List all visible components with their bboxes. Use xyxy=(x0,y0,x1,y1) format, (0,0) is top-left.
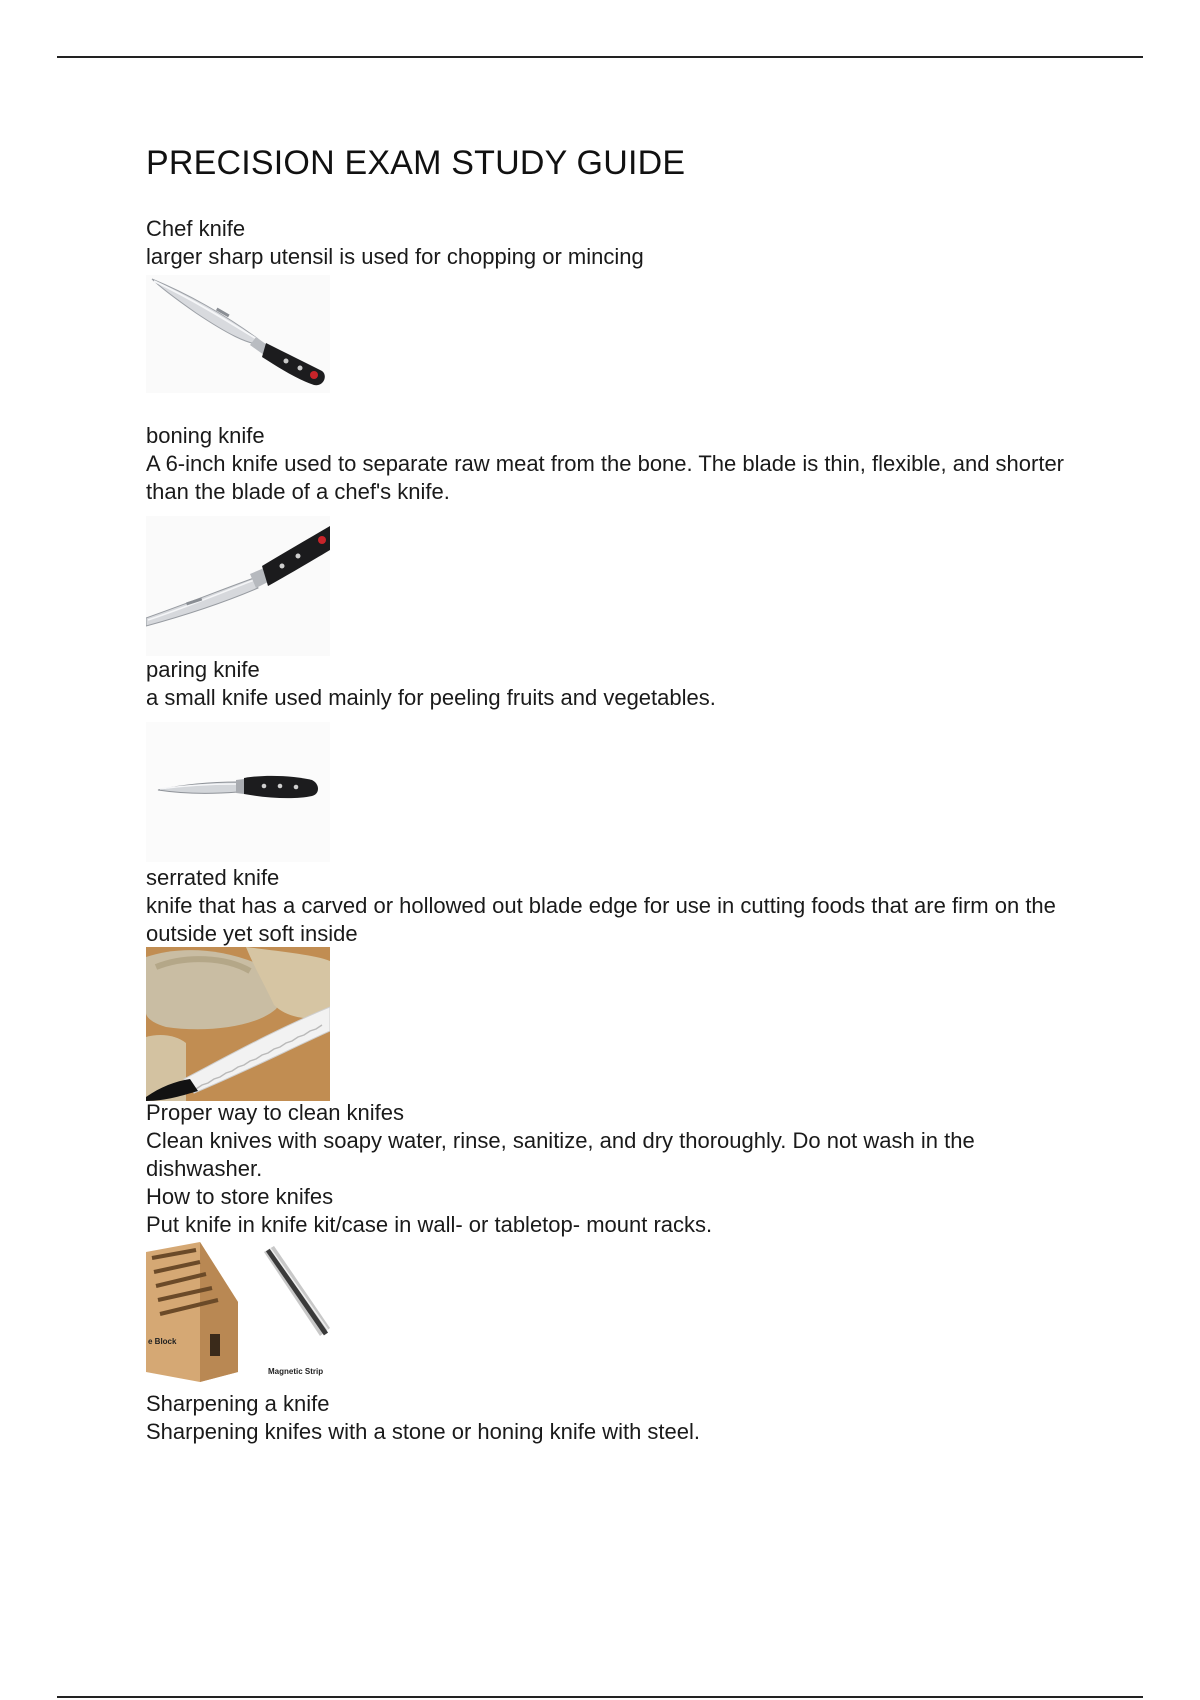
entry-boning-knife xyxy=(146,422,1086,506)
entry-serrated-knife xyxy=(146,864,1086,948)
entry-storage xyxy=(146,1183,1086,1239)
knife-block-label: e Block xyxy=(148,1337,177,1346)
top-rule xyxy=(57,56,1143,58)
paring-knife-image xyxy=(146,722,330,862)
knife-storage-image xyxy=(146,1242,330,1386)
serrated-knife-image xyxy=(146,947,330,1101)
chef-knife-image xyxy=(146,275,330,393)
entry-definition: larger sharp utensil is used for chopping or mincing xyxy=(146,244,644,269)
entry-definition: A 6-inch knife used to separate raw meat from the bone. The blade is thin, flexible, and shorter than the blade of a chef's knife. xyxy=(146,451,1065,504)
entry-sharpening xyxy=(146,1390,1086,1446)
entry-paring-knife xyxy=(146,656,1086,712)
entry-term: Proper way to clean knifes xyxy=(146,1100,405,1125)
entry-term: Sharpening a knife xyxy=(146,1391,330,1416)
entry-cleaning xyxy=(146,1099,1086,1183)
entry-definition: a small knife used mainly for peeling fruits and vegetables. xyxy=(146,685,716,710)
entry-term: Chef knife xyxy=(146,216,246,241)
entry-term: boning knife xyxy=(146,423,265,448)
entry-term: paring knife xyxy=(146,657,260,682)
entry-definition: knife that has a carved or hollowed out blade edge for use in cutting foods that are firm on the outside yet soft inside xyxy=(146,893,1056,946)
entry-definition: Clean knives with soapy water, rinse, sanitize, and dry thoroughly. Do not wash in the dishwasher. xyxy=(146,1128,975,1181)
bottom-rule xyxy=(57,1696,1143,1698)
entry-definition: Put knife in knife kit/case in wall- or tabletop- mount racks. xyxy=(146,1212,713,1237)
page-title: PRECISION EXAM STUDY GUIDE xyxy=(146,144,686,182)
entry-term: How to store knifes xyxy=(146,1184,334,1209)
boning-knife-image xyxy=(146,516,330,656)
entry-chef-knife xyxy=(146,215,1086,271)
entry-term: serrated knife xyxy=(146,865,280,890)
entry-definition: Sharpening knifes with a stone or honing knife with steel. xyxy=(146,1419,700,1444)
magnetic-strip-label: Magnetic Strip xyxy=(268,1367,324,1376)
